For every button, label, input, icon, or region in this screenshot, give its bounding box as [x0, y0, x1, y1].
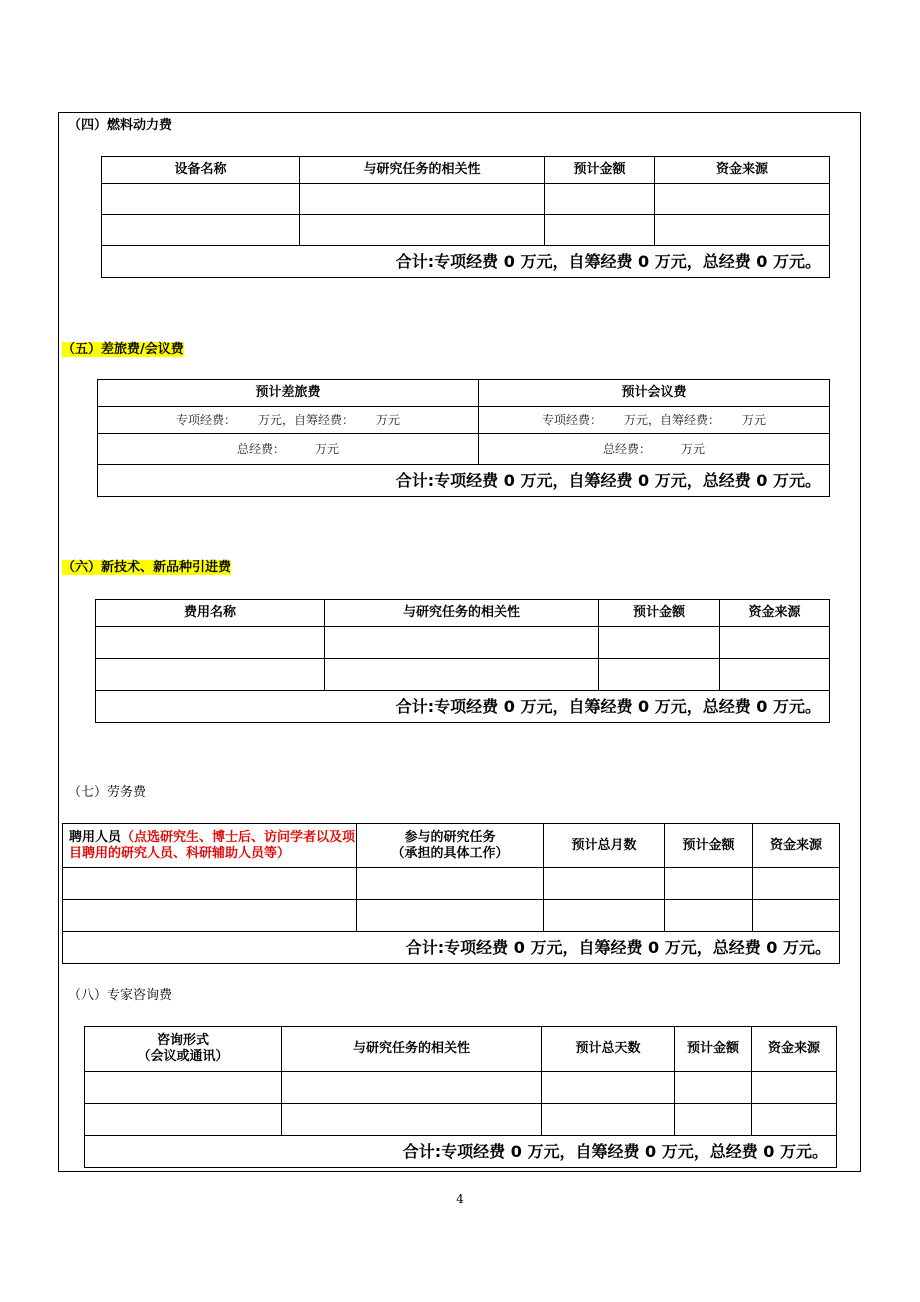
- total-label: 总经费：: [236, 442, 285, 456]
- self-label: 万元，自筹经费：: [257, 413, 354, 427]
- section-4-title: （四）燃料动力费: [68, 118, 173, 133]
- labor-table: [62, 823, 840, 964]
- header-relevance: 与研究任务的相关性: [300, 157, 545, 184]
- cell[interactable]: [544, 868, 665, 900]
- table-row: [63, 900, 840, 932]
- cell[interactable]: [85, 1072, 282, 1104]
- new-tech-table: [95, 599, 830, 723]
- cell[interactable]: [655, 184, 830, 215]
- section-5-title: [62, 341, 184, 359]
- cell[interactable]: [63, 868, 357, 900]
- total-line: 合计:专项经费 0 万元，自筹经费 0 万元，总经费 0 万元。: [85, 1136, 837, 1168]
- cell[interactable]: [282, 1072, 542, 1104]
- header-fund-source: 资金来源: [753, 824, 840, 868]
- cell[interactable]: [325, 627, 599, 659]
- task-line1: 参与的研究任务: [404, 829, 496, 845]
- cell[interactable]: [655, 215, 830, 246]
- page-number: 4: [456, 1192, 464, 1206]
- header-travel: 预计差旅费: [98, 380, 479, 407]
- cell[interactable]: [753, 868, 840, 900]
- cell[interactable]: [102, 215, 300, 246]
- section-5-highlight: （五）差旅费/会议费: [62, 342, 184, 357]
- header-expense-name: 费用名称: [96, 600, 325, 627]
- cell[interactable]: [102, 184, 300, 215]
- header-total-months: 预计总月数: [544, 824, 665, 868]
- header-task: [357, 824, 544, 868]
- travel-total-cell[interactable]: [98, 434, 479, 465]
- cell[interactable]: [96, 627, 325, 659]
- unit-label: 万元: [376, 413, 401, 427]
- table-row: [102, 215, 830, 246]
- header-amount: 预计金额: [545, 157, 655, 184]
- table-row: [96, 659, 830, 691]
- cell[interactable]: [720, 627, 830, 659]
- cell[interactable]: [96, 659, 325, 691]
- cell[interactable]: [599, 659, 720, 691]
- meeting-funding-cell[interactable]: [479, 407, 830, 434]
- cell[interactable]: [282, 1104, 542, 1136]
- header-total-days: 预计总天数: [542, 1027, 675, 1072]
- table-row: [96, 627, 830, 659]
- total-line: 合计:专项经费 0 万元，自筹经费 0 万元，总经费 0 万元。: [96, 691, 830, 723]
- hired-staff-label: 聘用人员: [69, 829, 122, 845]
- cell[interactable]: [63, 900, 357, 932]
- consult-form-line2: （会议或通讯）: [137, 1049, 229, 1064]
- header-amount: 预计金额: [599, 600, 720, 627]
- special-label: 专项经费：: [541, 413, 602, 427]
- total-line: 合计:专项经费 0 万元，自筹经费 0 万元，总经费 0 万元。: [98, 465, 830, 497]
- header-fund-source: 资金来源: [655, 157, 830, 184]
- total-line: 合计:专项经费 0 万元，自筹经费 0 万元，总经费 0 万元。: [63, 932, 840, 964]
- task-line2: （承担的具体工作）: [391, 845, 509, 861]
- cell[interactable]: [545, 184, 655, 215]
- unit-label: 万元: [742, 413, 767, 427]
- header-fund-source: 资金来源: [720, 600, 830, 627]
- cell[interactable]: [542, 1104, 675, 1136]
- header-relevance: 与研究任务的相关性: [325, 600, 599, 627]
- travel-meeting-table: [97, 379, 830, 497]
- total-line: 合计:专项经费 0 万元，自筹经费 0 万元，总经费 0 万元。: [102, 246, 830, 278]
- cell[interactable]: [665, 900, 753, 932]
- header-meeting: 预计会议费: [479, 380, 830, 407]
- header-device-name: 设备名称: [102, 157, 300, 184]
- meeting-total-cell[interactable]: [479, 434, 830, 465]
- table-row: [102, 184, 830, 215]
- section-6-title: [62, 559, 231, 577]
- cell[interactable]: [357, 900, 544, 932]
- cell[interactable]: [599, 627, 720, 659]
- unit-label: 万元: [681, 442, 706, 456]
- expert-consult-table: [84, 1026, 837, 1168]
- cell[interactable]: [542, 1072, 675, 1104]
- header-fund-source: 资金来源: [752, 1027, 837, 1072]
- cell[interactable]: [300, 184, 545, 215]
- special-label: 专项经费：: [175, 413, 236, 427]
- cell[interactable]: [357, 868, 544, 900]
- table-row: [85, 1072, 837, 1104]
- table-row: [85, 1104, 837, 1136]
- cell[interactable]: [545, 215, 655, 246]
- cell[interactable]: [720, 659, 830, 691]
- section-6-highlight: （六）新技术、新品种引进费: [62, 560, 232, 575]
- total-label: 总经费：: [602, 442, 651, 456]
- cell[interactable]: [544, 900, 665, 932]
- cell[interactable]: [325, 659, 599, 691]
- cell[interactable]: [665, 868, 753, 900]
- travel-funding-cell[interactable]: [98, 407, 479, 434]
- hired-staff-note: （点选研究生、博士后、访问学者以及项目聘用的研究人员、科研辅助人员等）: [69, 829, 356, 861]
- table-row: [63, 868, 840, 900]
- cell[interactable]: [675, 1104, 752, 1136]
- cell[interactable]: [752, 1104, 837, 1136]
- consult-form-line1: 咨询形式: [156, 1033, 209, 1048]
- cell[interactable]: [85, 1104, 282, 1136]
- section-8-title: （八）专家咨询费: [68, 988, 173, 1003]
- cell[interactable]: [675, 1072, 752, 1104]
- header-relevance: 与研究任务的相关性: [282, 1027, 542, 1072]
- fuel-power-table: [101, 156, 830, 278]
- cell[interactable]: [753, 900, 840, 932]
- header-hired-staff: [63, 824, 357, 868]
- header-amount: 预计金额: [665, 824, 753, 868]
- header-consult-form: [85, 1027, 282, 1072]
- self-label: 万元，自筹经费：: [623, 413, 720, 427]
- unit-label: 万元: [315, 442, 340, 456]
- cell[interactable]: [752, 1072, 837, 1104]
- cell[interactable]: [300, 215, 545, 246]
- section-7-title: （七）劳务费: [68, 785, 147, 800]
- header-amount: 预计金额: [675, 1027, 752, 1072]
